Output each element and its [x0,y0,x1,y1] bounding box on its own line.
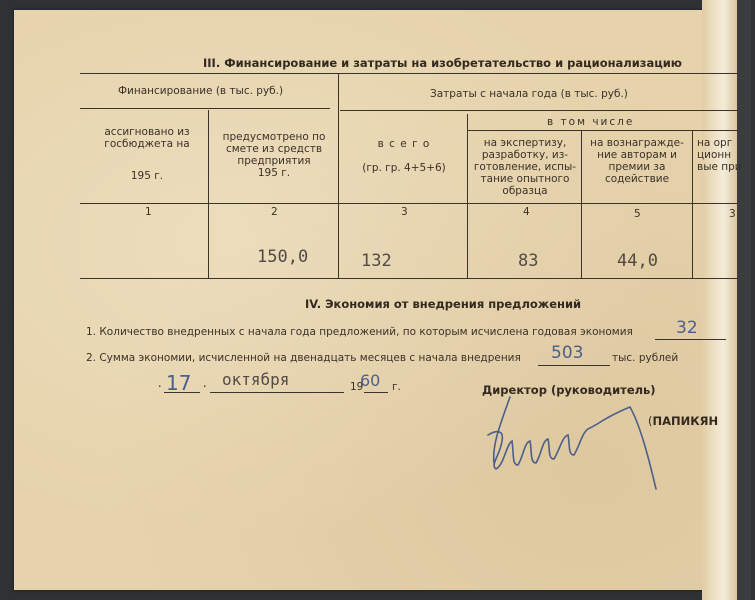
date-month: октября [222,370,290,389]
value-col5: 44,0 [617,251,658,271]
divider-col4-col5 [581,131,582,278]
scanner-background [737,0,751,600]
name-paren: ( [648,414,653,428]
col2-year: 195 г. [257,167,291,179]
col3-formula: (гр. гр. 4+5+6) [362,162,446,174]
divider-col3-col4 [467,114,468,278]
divider-financing-costs [338,74,339,279]
director-label: Директор (руководитель) [482,383,656,397]
col6-clip [695,137,742,197]
section4-title: IV. Экономия от внедрения предложений [305,297,582,311]
col-number-6: 3 [729,208,736,220]
table-top-rule [80,73,737,74]
director-name-text: ПАПИКЯН [652,414,719,428]
including-header: в том числе [547,116,635,128]
col2-label: предусмотрено по смете из средств предприятия [222,131,326,167]
savings-sum-unit: тыс. рублей [612,352,679,364]
value-col4: 83 [518,251,539,271]
date-year-prefix: 19 [350,381,364,393]
col3-label: в с е г о [377,138,431,150]
financing-header: Финансирование (в тыс. руб.) [118,85,284,97]
director-name [648,414,718,428]
col-number-4: 4 [523,206,530,218]
col-number-2: 2 [271,206,278,218]
including-header-rule [467,130,737,131]
table-bottom-rule [80,278,737,279]
savings-count-value: 32 [676,318,698,338]
date-year-end: г. [392,381,401,393]
costs-header-rule [340,110,737,111]
col1-label: ассигновано из госбюджета на [104,126,190,150]
value-col3: 132 [361,251,392,271]
date-dot-right: . [203,376,207,391]
col-number-1: 1 [145,206,152,218]
col4-label: на экспертизу, разработку, из-готовление, испы-тание опытного образца [473,137,577,197]
divider-col5-col6 [692,131,693,278]
col5-label: на вознагражде-ние авторам и премии за содействие [590,137,684,185]
section3-title: III. Финансирование и затраты на изобретательство и рационализацию [203,56,682,70]
col-number-5: 5 [634,208,641,220]
savings-count-label: 1. Количество внедренных с начала года предложений, по которым исчислена годовая экономия [86,326,633,338]
savings-count-blank [655,339,726,340]
date-year-suffix: 60 [360,371,381,390]
divider-col1-col2 [208,110,209,278]
col1-year: 195 г. [130,170,164,182]
date-dot-left: . [158,376,162,391]
savings-sum-blank [538,365,610,366]
col-number-3: 3 [401,206,408,218]
financing-header-rule [80,108,330,109]
year-blank [364,392,388,393]
col6-label: на орг ционн вые при [697,137,742,173]
director-signature [470,385,670,500]
month-blank [210,392,344,393]
signature-stroke [488,397,656,489]
director-name-clip [648,408,737,432]
column-header-bottom-rule [80,203,737,204]
date-day: 17 [166,371,192,395]
costs-header: Затраты с начала года (в тыс. руб.) [430,88,628,100]
value-col2: 150,0 [257,247,309,267]
page-edge [702,0,738,600]
savings-sum-label: 2. Сумма экономии, исчисленной на двенадцать месяцев с начала внедрения [86,352,521,364]
savings-sum-value: 503 [551,343,584,363]
